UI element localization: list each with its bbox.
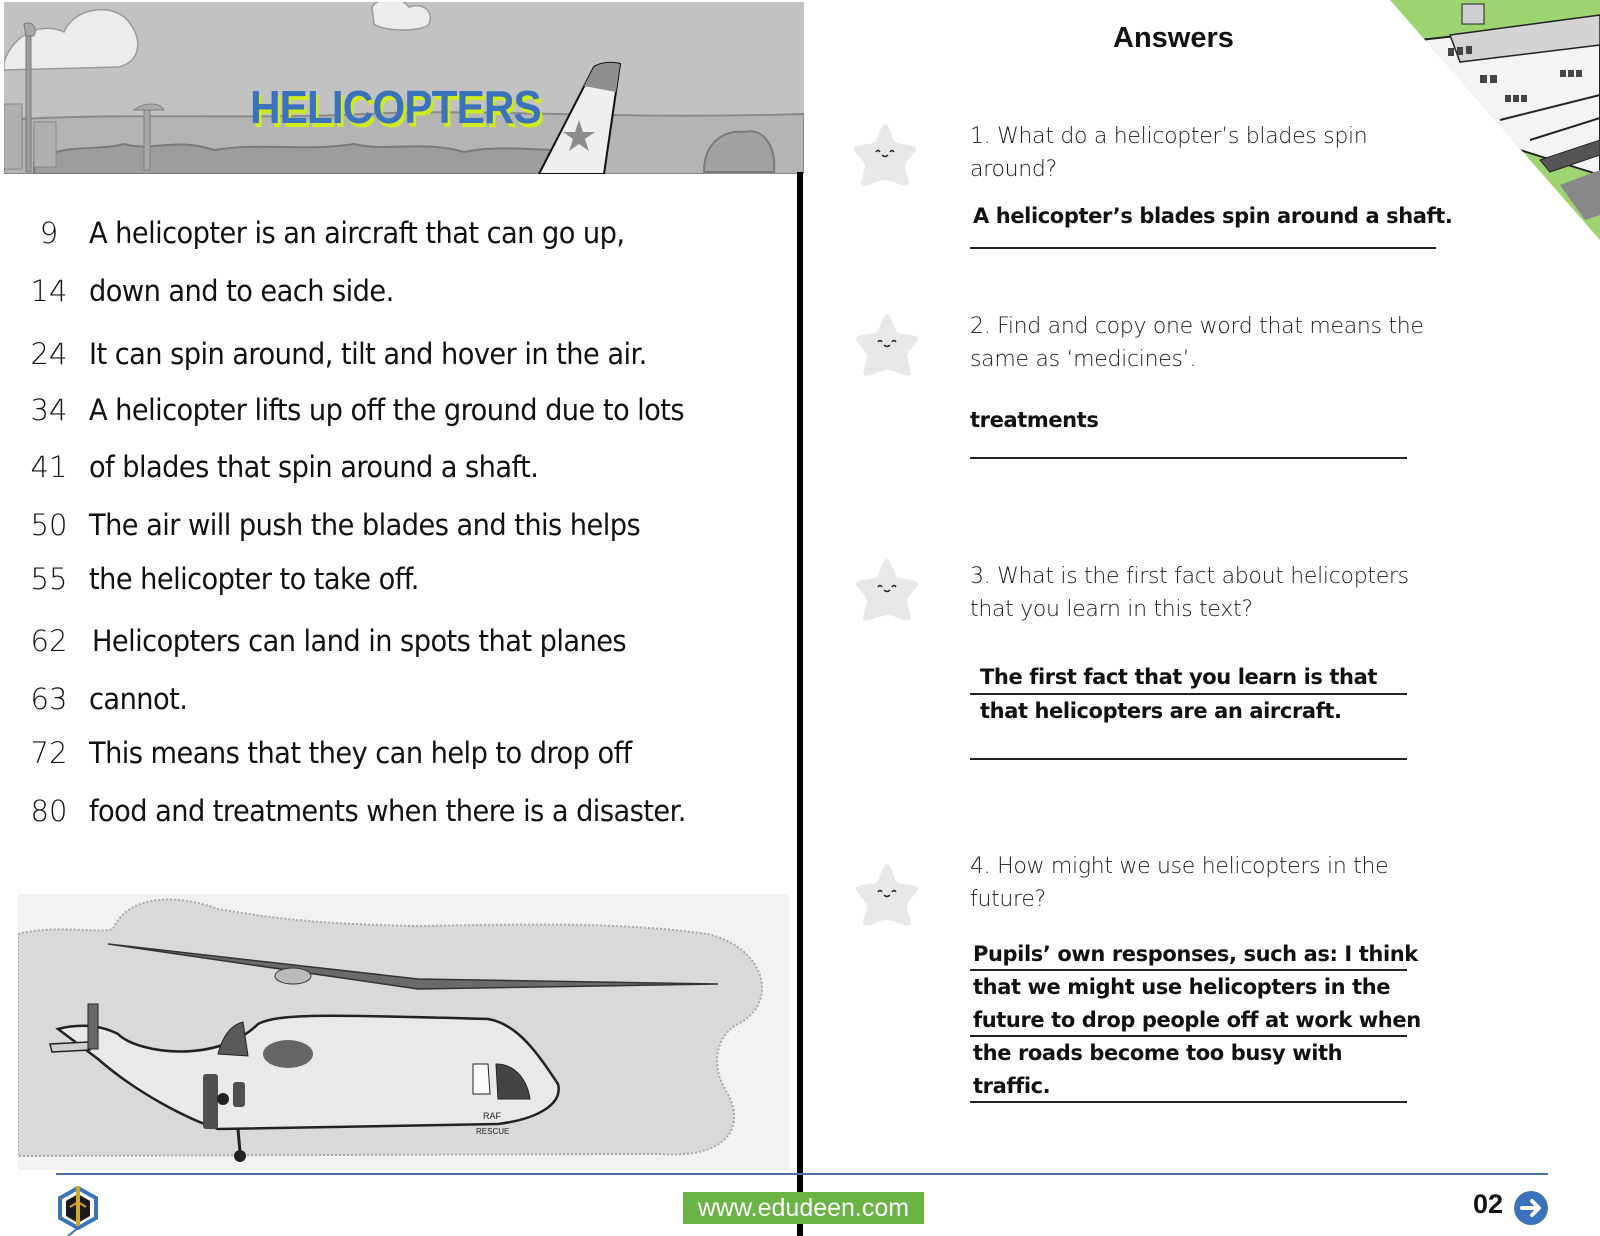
arrow-right-circle-icon <box>1514 1191 1548 1225</box>
word-count: 34 <box>30 393 68 427</box>
question-4: 4. How might we use helicopters in the future? <box>970 854 1389 912</box>
answer-rule <box>970 247 1436 249</box>
footer-rule <box>56 1173 1548 1175</box>
word-count: 41 <box>30 450 68 484</box>
answer-2-line-1: treatments <box>970 408 1099 432</box>
edudeen-logo-icon <box>56 1182 100 1236</box>
passage-text: This means that they can help to drop off <box>89 736 632 770</box>
answer-rule <box>970 1035 1407 1037</box>
question-3: 3. What is the first fact about helicopters that you learn in this text? <box>970 564 1409 622</box>
word-count: 24 <box>30 337 68 371</box>
helicopter-illustration <box>18 894 789 1170</box>
passage-text: A helicopter is an aircraft that can go up, <box>89 216 625 250</box>
answer-4-line-3: future to drop people off at work when <box>973 1008 1421 1032</box>
passage-text: Helicopters can land in spots that planes <box>92 624 627 658</box>
word-count: 50 <box>30 508 68 542</box>
helicopter-picture <box>18 894 789 1170</box>
answer-4-line-1: Pupils’ own responses, such as: I think <box>973 942 1418 966</box>
star-face-icon <box>852 310 922 380</box>
star-face-icon <box>852 555 922 625</box>
answer-3-line-1: The first fact that you learn is that <box>980 665 1377 689</box>
answer-3-line-2: that helicopters are an aircraft. <box>980 699 1342 723</box>
question-1: 1. What do a helicopter’s blades spin around? <box>970 124 1368 182</box>
answer-rule <box>970 758 1407 760</box>
passage-text: It can spin around, tilt and hover in the air. <box>89 337 647 371</box>
answer-4-line-2: that we might use helicopters in the <box>973 975 1391 999</box>
word-count: 9 <box>39 216 59 250</box>
question-2: 2. Find and copy one word that means the same as ‘medicines’. <box>970 314 1424 372</box>
header-banner <box>4 2 804 174</box>
word-count: 72 <box>30 736 68 770</box>
passage-text: the helicopter to take off. <box>89 562 419 596</box>
passage-text: of blades that spin around a shaft. <box>89 450 539 484</box>
passage-text: cannot. <box>89 682 188 716</box>
page-title: HELICOPTERS <box>250 81 541 133</box>
star-face-icon <box>850 120 920 190</box>
answer-4-line-4: the roads become too busy with <box>973 1041 1343 1065</box>
marking-rescue: RESCUE <box>476 1127 510 1136</box>
page-divider <box>797 172 803 1236</box>
passage-text: The air will push the blades and this helps <box>89 508 641 542</box>
star-face-icon <box>852 860 922 930</box>
website-link[interactable]: www.edudeen.com <box>683 1192 924 1224</box>
passage-text: down and to each side. <box>89 274 394 308</box>
word-count: 80 <box>30 794 68 828</box>
answer-rule <box>970 969 1407 971</box>
answers-heading: Answers <box>1113 22 1234 54</box>
passage-text: food and treatments when there is a disaster. <box>89 794 686 828</box>
answer-4-line-5: traffic. <box>973 1074 1051 1098</box>
page-number: 02 <box>1473 1189 1504 1219</box>
word-count: 62 <box>30 624 68 658</box>
answer-rule <box>970 693 1407 695</box>
answer-rule <box>970 457 1407 459</box>
marking-raf: RAF <box>483 1111 501 1121</box>
word-count: 55 <box>30 562 68 596</box>
next-page-button[interactable] <box>1514 1191 1548 1225</box>
word-count: 14 <box>30 274 68 308</box>
passage-text: A helicopter lifts up off the ground due to lots <box>89 393 685 427</box>
word-count: 63 <box>30 682 68 716</box>
answer-rule <box>970 1101 1407 1103</box>
answer-1-line-1: A helicopter’s blades spin around a shaft. <box>973 204 1453 228</box>
